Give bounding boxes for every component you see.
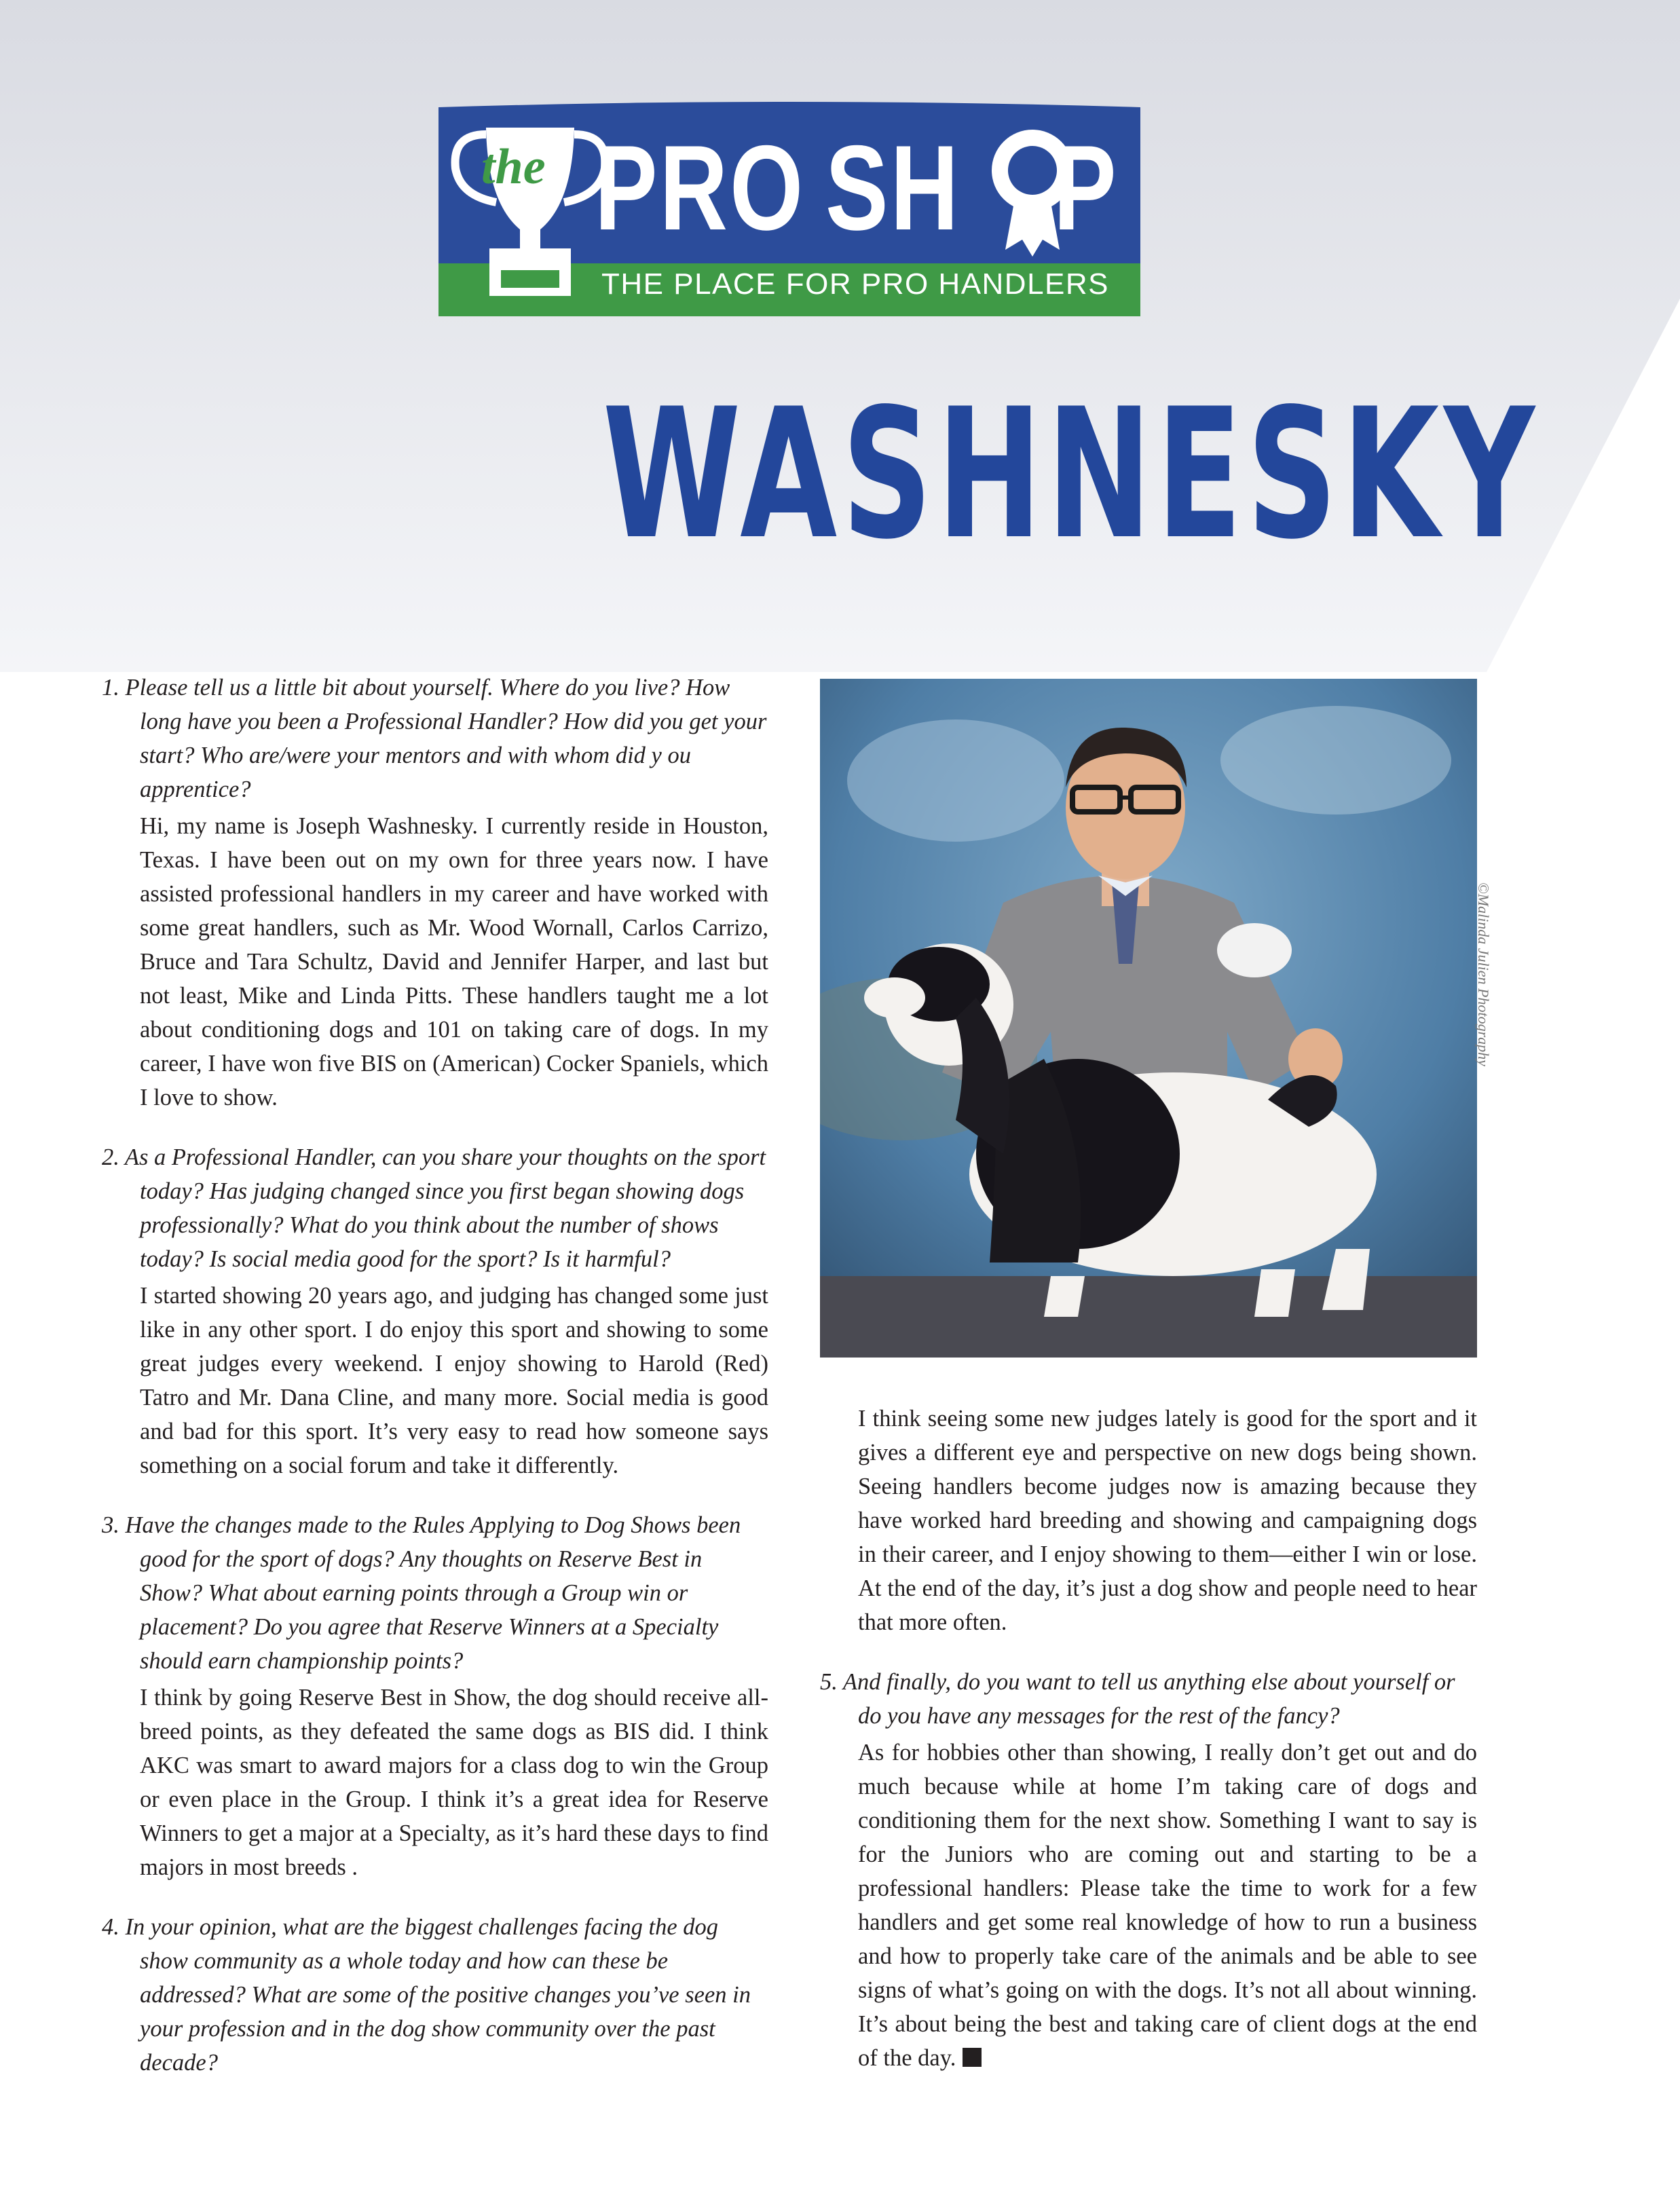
answer-1: Hi, my name is Joseph Washnesky. I currently reside in Houston, Texas. I have been out on my own for three years now. I have assisted professional handlers in my career and have worked with some great handlers, such as Mr. Wood Wornall, Carlos Carrizo, Bruce and Tara Schultz, David and Jennifer Harper, and last but not least, Mike and Linda Pitts. These handlers taught me a lot about conditioning dogs and 101 on taking care of dogs. In my career, I have won five BIS on (American) Cocker Spaniels, which I love to show.	[140, 813, 768, 1110]
answer-3: I think by going Reserve Best in Show, the dog should receive all-breed points, as they defeated the same dogs as BIS did. I think AKC was smart to award majors for a class dog to win the Group or even place in the Group. I think it’s a great idea for Reserve Winners to get a major at a Specialty, as it’s hard these days to find majors in most breeds .	[140, 1685, 768, 1880]
question-5: 5. And finally, do you want to tell us anything else about yourself or do you have any messages for the rest of the fancy?	[820, 1669, 1455, 1729]
interview-right-column	[820, 1402, 1477, 2101]
logo-sh-text: SH	[825, 120, 961, 255]
title-last-name: WASHNESKY	[602, 371, 1539, 579]
answer-5-text: As for hobbies other than showing, I really don’t get out and do much because while at home I’m taking care of dogs and conditioning them for the next show. Something I want to say is for the Juniors who are coming out and starting to be a professional handlers: Please take the time to work for a few handlers and get some real knowledge of how to run a business and how to properly take care of the animals and be able to see signs of what’s going on with the dogs. It’s not all about winning. It’s about being the best and taking care of client dogs at the end of the day.	[858, 1740, 1477, 2071]
photo-credit: ©Malinda Julien Photography	[1475, 882, 1492, 1066]
question-4: 4. In your opinion, what are the biggest challenges facing the dog show community as a whole today and how can these be addressed? What are some of the positive changes you’ve seen in your profession and in the dog show community over the past decade?	[102, 1914, 751, 2076]
title-first-name	[102, 371, 584, 579]
question-1: 1. Please tell us a little bit about yourself. Where do you live? How long have you been a Professional Handler? How did you get your start? Who are/were your mentors and with whom did y ou apprentice?	[102, 675, 767, 802]
interview-left-column	[102, 671, 768, 2082]
logo-the-text: the	[481, 139, 546, 195]
answer-5	[858, 1736, 1477, 2075]
handler-with-cocker-spaniel-image	[820, 679, 1477, 1358]
logo-p-text: P	[1053, 120, 1117, 255]
answer-2: I started showing 20 years ago, and judging has changed some just like in any other sport. I do enjoy this sport and showing to some great judges every weekend. I enjoy showing to Harold (Red) Tatro and Mr. Dana Cline, and many more. Social media is good and bad for this sport. It’s very easy to read how someone says something on a social forum and take it differently.	[140, 1283, 768, 1478]
logo-pro-text: PRO	[595, 120, 806, 255]
answer-4: I think seeing some new judges lately is good for the sport and it gives a different eye and perspective on new dogs being shown. Seeing handlers become judges now is amazing because they have worked hard breeding and showing and campaigning dogs in their career, and I enjoy showing to them—either I win or lose. At the end of the day, it’s just a dog show and people need to hear that more often.	[858, 1406, 1477, 1635]
pro-shop-logo	[438, 100, 1140, 316]
question-3: 3. Have the changes made to the Rules Applying to Dog Shows been good for the sport of dogs? Any thoughts on Reserve Best in Show? What about earning points through a Group win or placement? Do you agree that Reserve Winners at a Specialty should earn championship points?	[102, 1512, 741, 1674]
end-of-article-mark	[963, 2048, 982, 2067]
logo-tagline: THE PLACE FOR PRO HANDLERS	[601, 267, 1110, 301]
question-2: 2. As a Professional Handler, can you share your thoughts on the sport today? Has judging changed since you first began showing dogs professionally? What do you think about the number of shows today? Is social media good for the sport? Is it harmful?	[102, 1144, 766, 1272]
page-title	[102, 371, 1539, 579]
handler-photo	[820, 679, 1477, 1358]
